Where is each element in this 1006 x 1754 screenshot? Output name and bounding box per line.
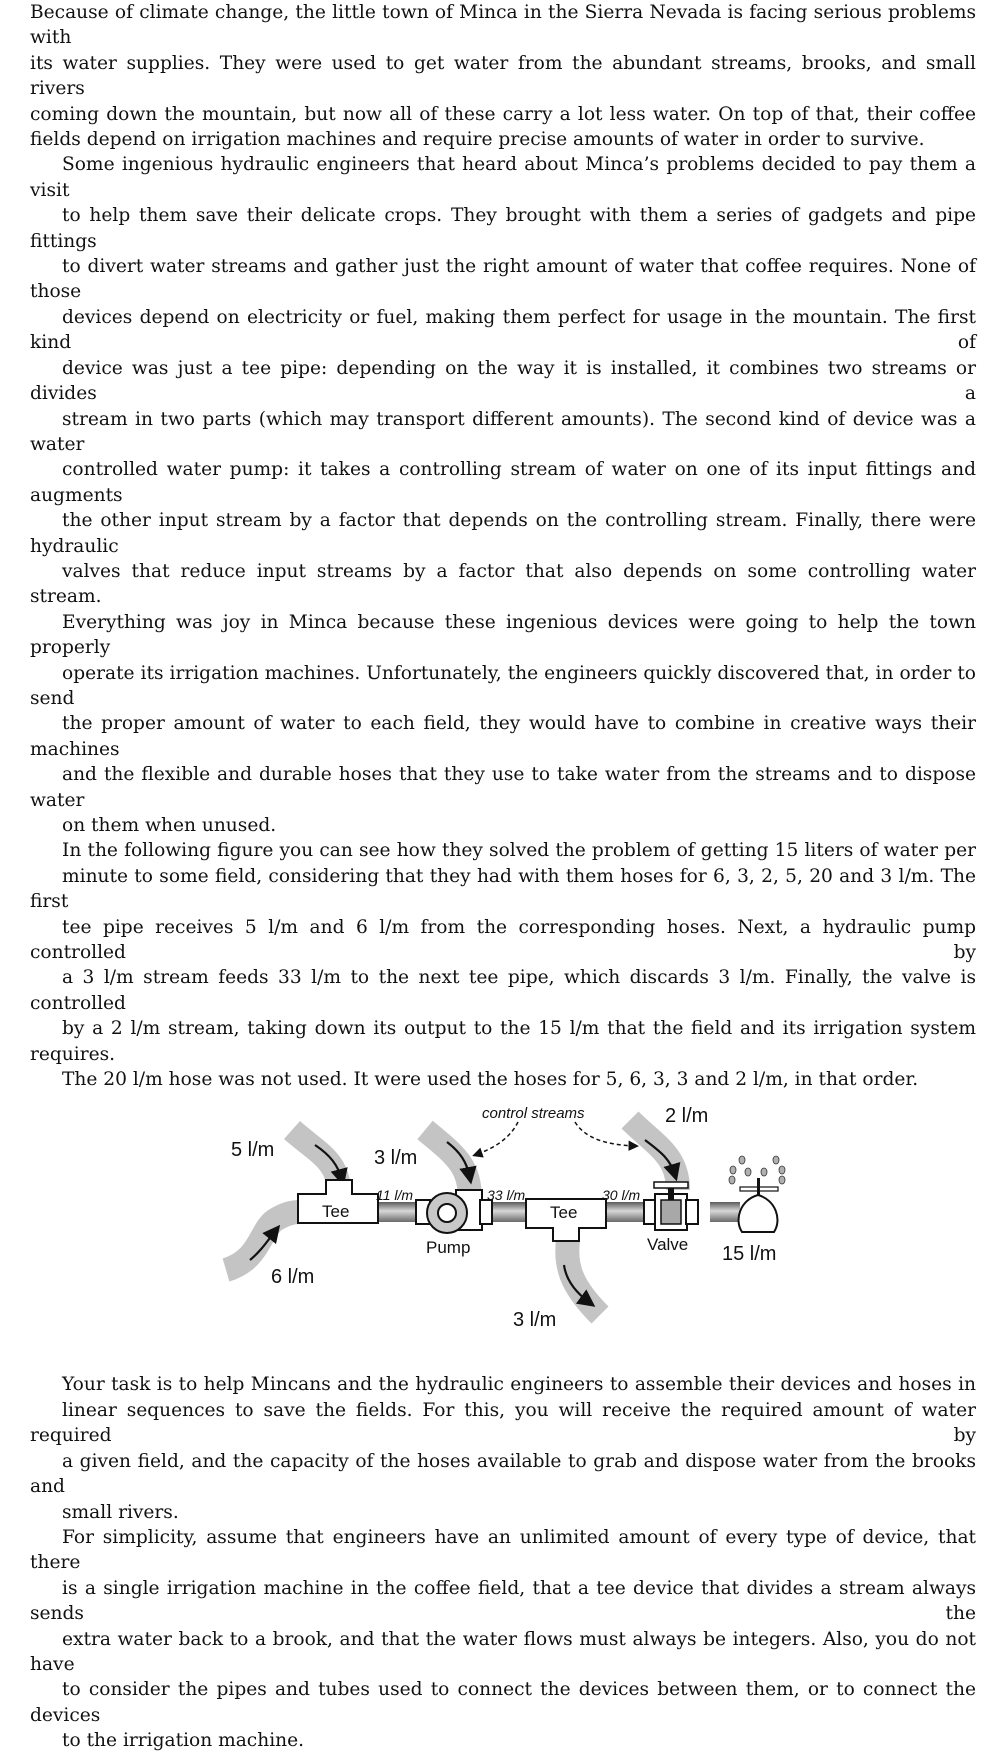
pipe-segment: [606, 1202, 646, 1222]
text-line: is a single irrigation machine in the coffee field, that a tee device that divides a stream always sends the: [30, 1577, 976, 1625]
output-label: 15 l/m: [722, 1243, 777, 1266]
text-line: to help them save their delicate crops. They brought with them a series of gadgets and pipe fittings: [30, 205, 976, 252]
hydraulic-figure: [30, 1100, 976, 1362]
text-line: Some ingenious hydraulic engineers that heard about Minca’s problems decided to pay them a visit: [30, 154, 976, 201]
text-line: linear sequences to save the fields. For this, you will receive the required amount of water required by: [30, 1399, 976, 1447]
hose-valve-control: [630, 1120, 678, 1190]
text-line: its water supplies. They were used to get water from the abundant streams, brooks, and small rivers: [30, 52, 976, 100]
hose-6-lm: [226, 1212, 300, 1270]
text-line: and the flexible and durable hoses that they use to take water from the streams and to dispose water: [30, 764, 976, 811]
valve-label: Valve: [647, 1235, 689, 1255]
text-line: valves that reduce input streams by a factor that also depends on some controlling water stream.: [30, 560, 976, 608]
text-line: fields depend on irrigation machines and require precise amounts of water in order to survive.: [30, 129, 925, 151]
text-line: minute to some field, considering that they had with them hoses for 6, 3, 2, 5, 20 and 3 l/m. The first: [30, 865, 976, 913]
hose-tee-out: [567, 1240, 600, 1315]
hose-5-label: 5 l/m: [231, 1139, 275, 1162]
text-line: coming down the mountain, but now all of these carry a lot less water. On top of that, their coffee: [30, 103, 976, 125]
tee-2-label: Tee: [550, 1203, 578, 1223]
text-line: device was just a tee pipe: depending on the way it is installed, it combines two streams or divides a: [30, 357, 976, 405]
text-line: a given field, and the capacity of the hoses available to grab and dispose water from the brooks and: [30, 1450, 976, 1498]
flow-label-2: 33 l/m: [487, 1187, 526, 1204]
paragraph-task: [30, 1372, 976, 1524]
text-line: a 3 l/m stream feeds 33 l/m to the next tee pipe, which discards 3 l/m. Finally, the valve is controlled: [30, 967, 976, 1014]
paragraph-intro: [30, 0, 976, 152]
control-streams-label: control streams: [482, 1105, 585, 1123]
text-line: extra water back to a brook, and that the water flows must always be integers. Also, you do not have: [30, 1628, 976, 1675]
paragraph-engineers: [30, 152, 976, 609]
text-line: tee pipe receives 5 l/m and 6 l/m from the corresponding hoses. Next, a hydraulic pump controlled by: [30, 916, 976, 964]
hose-6-label: 6 l/m: [271, 1266, 315, 1289]
pump-device: [416, 1190, 492, 1233]
pipe-segment: [378, 1202, 420, 1222]
text-line: Because of climate change, the little town of Minca in the Sierra Nevada is facing serious problems with: [30, 2, 976, 49]
text-line: to the irrigation machine.: [62, 1730, 305, 1752]
hose-valve-control-label: 2 l/m: [665, 1105, 709, 1128]
text-line: In the following figure you can see how they solved the problem of getting 15 liters of water per: [62, 840, 976, 862]
text-line: to consider the pipes and tubes used to connect the devices between them, or to connect the devices: [30, 1679, 976, 1726]
text-line: stream in two parts (which may transport different amounts). The second kind of device was a water: [30, 408, 976, 455]
text-line: on them when unused.: [62, 815, 277, 836]
hose-tee-out-label: 3 l/m: [513, 1309, 557, 1332]
text-line: The 20 l/m hose was not used. It were used the hoses for 5, 6, 3, 3 and 2 l/m, in that order.: [62, 1069, 919, 1091]
text-line: devices depend on electricity or fuel, making them perfect for usage in the mountain. The first kind of: [30, 306, 976, 354]
text-line: Your task is to help Mincans and the hydraulic engineers to assemble their devices and hoses in: [62, 1374, 976, 1396]
paragraph-joy: [30, 610, 976, 839]
control-arrow-icon: [475, 1122, 518, 1155]
text-line: by a 2 l/m stream, taking down its output to the 15 l/m that the field and its irrigation system requires.: [30, 1018, 976, 1065]
hydraulic-diagram: [30, 1100, 976, 1362]
text-line: the other input stream by a factor that depends on the controlling stream. Finally, there were hydraulic: [30, 510, 976, 557]
problem-statement: [30, 0, 976, 1754]
pipe-segment: [490, 1202, 528, 1222]
text-line: For simplicity, assume that engineers have an unlimited amount of every type of device, that there: [30, 1526, 976, 1574]
text-line: small rivers.: [62, 1501, 179, 1523]
hose-pump-control-label: 3 l/m: [374, 1147, 418, 1170]
tee-1-label: Tee: [322, 1202, 350, 1222]
flow-label-3: 30 l/m: [602, 1187, 641, 1204]
pump-label: Pump: [426, 1238, 471, 1258]
pipe-segment: [710, 1202, 740, 1222]
sprinkler-icon: [729, 1156, 785, 1232]
text-line: Everything was joy in Minca because these ingenious devices were going to help the town properly: [30, 611, 976, 659]
text-line: the proper amount of water to each field, they would have to combine in creative ways their machines: [30, 713, 976, 760]
paragraph-simplicity: [30, 1525, 976, 1754]
text-line: controlled water pump: it takes a controlling stream of water on one of its input fittings and augments: [30, 459, 976, 506]
text-line: to divert water streams and gather just the right amount of water that coffee requires. None of those: [30, 256, 976, 303]
paragraph-example: [30, 838, 976, 1092]
flow-label-1: 11 l/m: [376, 1187, 414, 1204]
text-line: operate its irrigation machines. Unfortunately, the engineers quickly discovered that, in order to send: [30, 662, 976, 709]
